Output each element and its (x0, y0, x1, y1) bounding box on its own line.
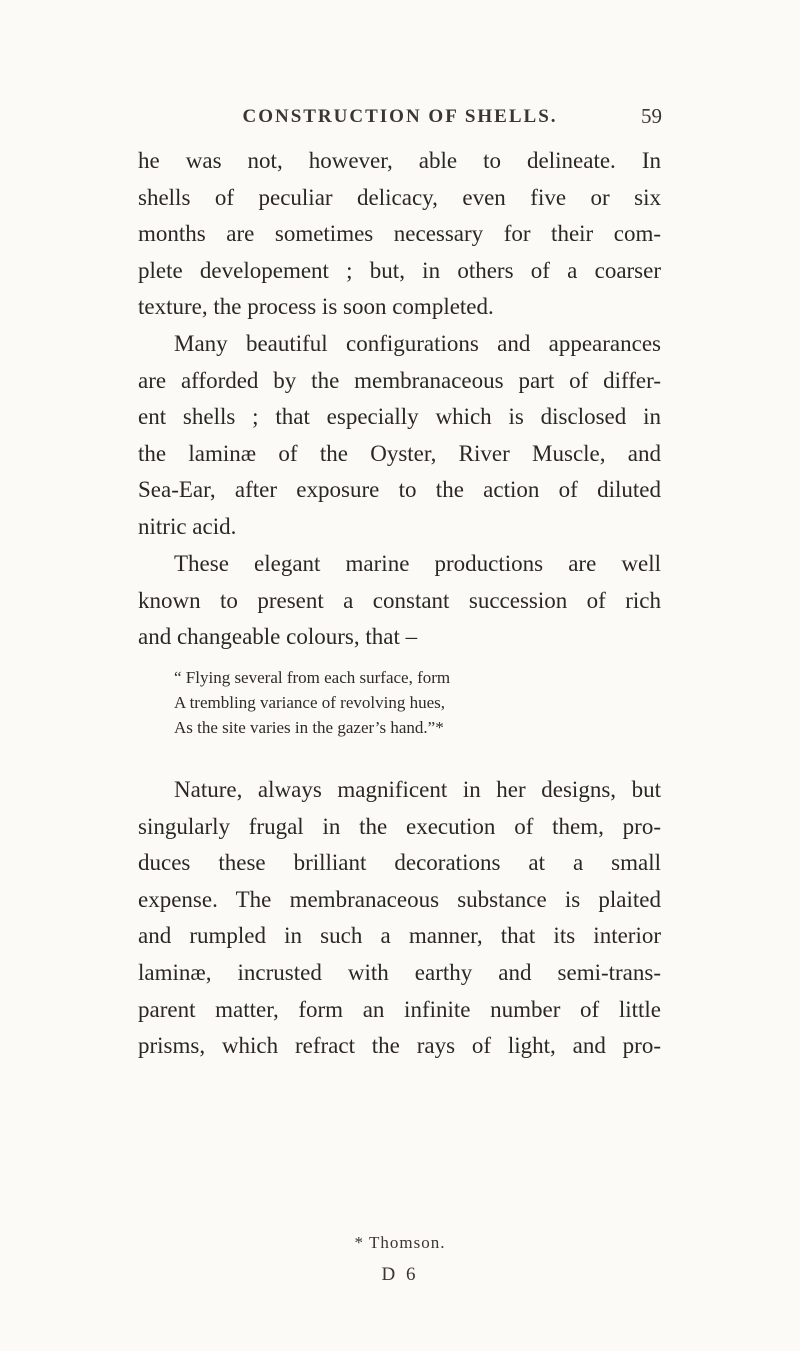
paragraph-2 (138, 326, 661, 546)
text-line: These elegant marine productions are well (174, 551, 661, 576)
text-line: Nature, always magnificent in her designs, but (174, 777, 661, 802)
text-line: nitric acid. (138, 513, 237, 539)
footnote: * Thomson. (354, 1233, 446, 1252)
text-line: Many beautiful configurations and appearances (174, 331, 661, 356)
text-line: texture, the process is soon completed. (138, 294, 494, 320)
text-line: expense. The membranaceous substance is plaited (138, 886, 661, 912)
verse-line: “ Flying several from each surface, form (174, 668, 451, 687)
paragraph-4 (138, 772, 661, 1065)
running-head: CONSTRUCTION OF SHELLS. (242, 106, 558, 127)
text-line: the laminæ of the Oyster, River Muscle, and (138, 440, 661, 466)
text-line: Sea-Ear, after exposure to the action of diluted (138, 477, 661, 503)
text-line: duces these brilliant decorations at a small (138, 850, 661, 876)
text-line: singularly frugal in the execution of them, pro- (138, 813, 661, 839)
text-line: ent shells ; that especially which is disclosed in (138, 404, 661, 430)
verse-line: A trembling variance of revolving hues, (174, 693, 445, 712)
text-line: and changeable colours, that – (138, 624, 418, 650)
verse-line: As the site varies in the gazer’s hand.”* (174, 718, 444, 737)
text-line: months are sometimes necessary for their com- (138, 221, 661, 247)
page-number: 59 (641, 104, 662, 128)
text-line: parent matter, form an infinite number of little (138, 996, 661, 1022)
paragraph-3 (138, 546, 661, 656)
paragraph-1 (138, 143, 661, 326)
text-line: he was not, however, able to delineate. In (138, 148, 661, 173)
text-line: are afforded by the membranaceous part of differ- (138, 367, 661, 393)
verse-quotation (138, 665, 661, 740)
text-line: plete developement ; but, in others of a coarser (138, 257, 661, 283)
text-line: and rumpled in such a manner, that its interior (138, 923, 661, 949)
text-line: prisms, which refract the rays of light, and pro- (138, 1033, 661, 1059)
text-line: laminæ, incrusted with earthy and semi-trans- (138, 959, 661, 985)
text-line: shells of peculiar delicacy, even five or six (138, 184, 661, 210)
text-line: known to present a constant succession of rich (138, 587, 661, 613)
signature-mark: D 6 (381, 1264, 419, 1285)
